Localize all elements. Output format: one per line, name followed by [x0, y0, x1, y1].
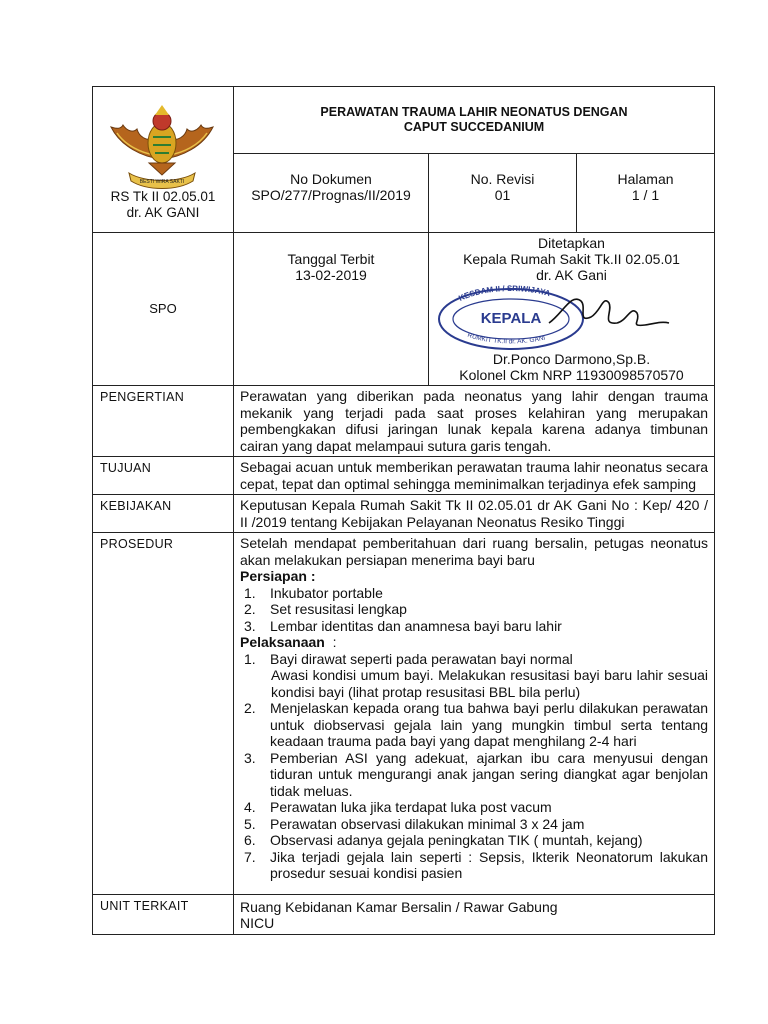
hospital-name-line1: RS Tk II 02.05.01 — [110, 189, 216, 204]
prosedur-intro: Setelah mendapat pemberitahuan dari ruang bersalin, petugas neonatus akan melakukan persiapan menerima bayi baru — [240, 535, 709, 568]
stamp-top-text: KESDAM II / SRIWIJAYA — [457, 283, 552, 303]
list-item: 1. Bayi dirawat seperti pada perawatan bayi normal — [244, 650, 573, 667]
list-item: 2. Set resusitasi lengkap — [244, 601, 407, 617]
unit-terkait-text — [234, 894, 715, 934]
stamp-bottom-text: RUMKIT TK.II dr. AK. GANI — [466, 331, 546, 346]
director-rank: Kolonel Ckm NRP 11930098570570 — [459, 367, 684, 383]
tujuan-text: Sebagai acuan untuk memberikan perawatan trauma lahir neonatus secara cepat, tepat dan optimal sehingga meminimalkan terjadinya efek samping — [234, 457, 715, 495]
approval-line1: Ditetapkan — [538, 235, 605, 251]
revision-value: 01 — [494, 187, 511, 203]
pelaksanaan-list — [240, 651, 708, 668]
pengertian-label: PENGERTIAN — [93, 386, 234, 457]
spo-label: SPO — [149, 301, 177, 316]
step1-detail: Awasi kondisi umum bayi. Melakukan resusitasi bayi baru lahir sesuai kondisi bayi (lihat protap resusitasi BBL bila perlu) — [271, 667, 709, 700]
official-stamp — [429, 283, 714, 351]
pelaksanaan-heading: Pelaksanaan : — [240, 634, 337, 650]
revision-cell — [429, 154, 577, 233]
issue-date-value: 13-02-2019 — [295, 267, 367, 283]
title-line1: PERAWATAN TRAUMA LAHIR NEONATUS DENGAN — [320, 105, 628, 119]
unit-line2: NICU — [240, 915, 275, 931]
hospital-logo-cell — [93, 87, 234, 233]
issue-date-cell — [234, 233, 429, 386]
prosedur-label: PROSEDUR — [93, 533, 234, 895]
list-item: 6. Observasi adanya gejala peningkatan TIK ( muntah, kejang) — [244, 832, 643, 848]
list-item: 7. Jika terjadi gejala lain seperti : Sepsis, Ikterik Neonatorum lakukan prosedur sesuai kondisi pasien — [244, 848, 709, 881]
title-line2: CAPUT SUCCEDANIUM — [403, 120, 545, 134]
approval-line2: Kepala Rumah Sakit Tk.II 02.05.01 — [463, 251, 680, 267]
hospital-emblem — [93, 87, 233, 189]
kebijakan-text: Keputusan Kepala Rumah Sakit Tk II 02.05.01 dr AK Gani No : Kep/ 420 / II /2019 tentang Kebijakan Pelayanan Neonatus Resiko Tinggi — [234, 495, 715, 533]
doc-number-cell — [234, 154, 429, 233]
list-item: 2. Menjelaskan kepada orang tua bahwa bayi perlu dilakukan perawatan untuk diobservasi gejala lain yang mungkin timbul serta tentang keadaan trauma pada bayi yang dapat menghilang 2-4 hari — [244, 700, 709, 749]
issue-date-label: Tanggal Terbit — [287, 251, 375, 267]
pengertian-text: Perawatan yang diberikan pada neonatus yang lahir dengan trauma mekanik yang terjadi pada saat proses kelahiran yang merupakan pembengkakan difusi jaringan lunak kepala karena adanya timbunan cairan yang dapat melampaui sutura garis tengah. — [234, 386, 715, 457]
spo-document — [92, 86, 714, 935]
kebijakan-label: KEBIJAKAN — [93, 495, 234, 533]
list-item: 3. Pemberian ASI yang adekuat, ajarkan ibu cara menyusui dengan tiduran untuk mengurangi anak jangan sering diangkat agar benjolan tidak meluas. — [244, 749, 709, 799]
page-cell — [577, 154, 715, 233]
persiapan-list — [240, 585, 708, 635]
list-item: 1. Inkubator portable — [244, 584, 383, 601]
revision-label: No. Revisi — [470, 171, 535, 187]
list-item: 5. Perawatan observasi dilakukan minimal 3 x 24 jam — [244, 815, 585, 832]
page-label: Halaman — [617, 171, 674, 187]
persiapan-heading: Persiapan : — [240, 568, 316, 584]
list-item: 4. Perawatan luka jika terdapat luka post vacum — [244, 799, 552, 815]
ribbon-text: BESTI WIRA SAKTI — [139, 179, 185, 185]
signature-scribble — [549, 299, 669, 325]
doc-number-value: SPO/277/Prognas/II/2019 — [251, 187, 411, 203]
spo-label-cell — [93, 233, 234, 386]
unit-line1: Ruang Kebidanan Kamar Bersalin / Rawar Gabung — [240, 898, 558, 915]
tujuan-label: TUJUAN — [93, 457, 234, 495]
list-item: 3. Lembar identitas dan anamnesa bayi baru lahir — [244, 617, 562, 634]
hospital-name-line2: dr. AK GANI — [126, 205, 200, 220]
prosedur-content — [234, 533, 715, 895]
approval-line3: dr. AK Gani — [536, 267, 607, 283]
director-name: Dr.Ponco Darmono,Sp.B. — [492, 351, 651, 367]
approval-cell — [429, 233, 715, 386]
stamp-center-text: KEPALA — [480, 310, 542, 327]
unit-terkait-label: UNIT TERKAIT — [93, 894, 234, 934]
doc-number-label: No Dokumen — [290, 171, 372, 187]
document-title — [234, 87, 715, 154]
page-value: 1 / 1 — [631, 187, 660, 203]
pelaksanaan-list-cont — [240, 700, 708, 882]
spo-table — [92, 86, 715, 935]
